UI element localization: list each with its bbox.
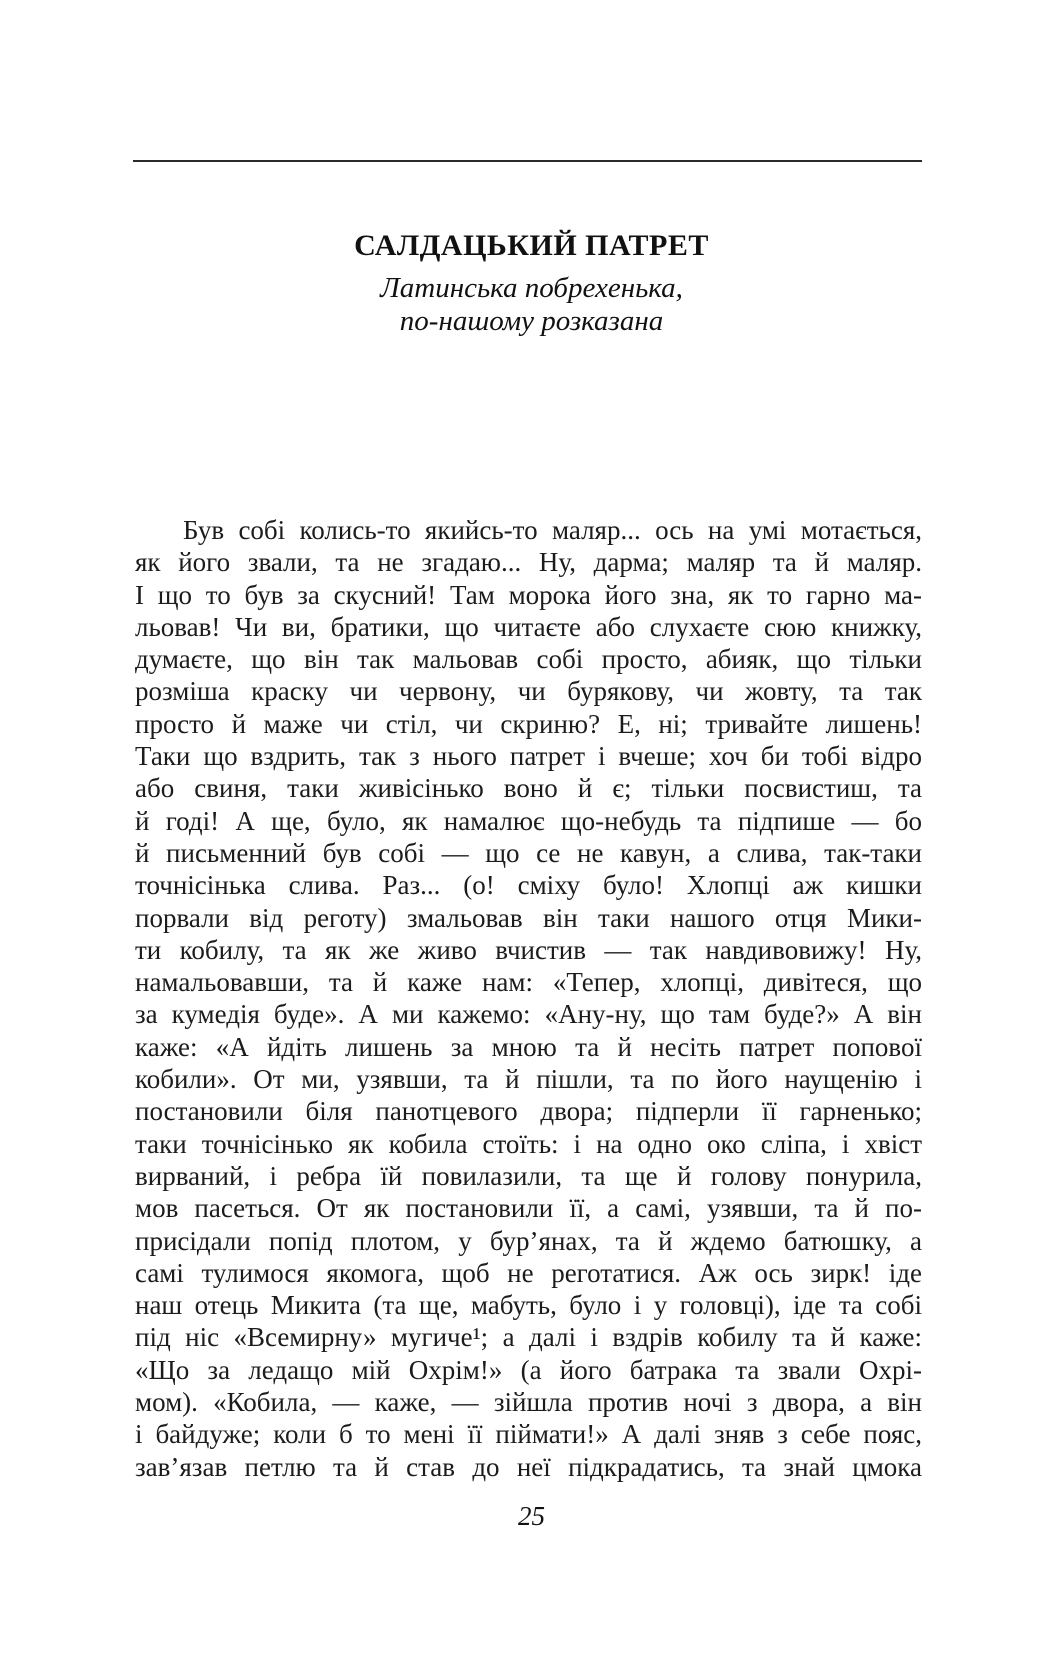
body-line: порвали від реготу) змальовав він таки нашого отця Мики- (135, 902, 922, 933)
chapter-subtitle-line-1: Латинська побрехенька, (380, 272, 683, 304)
body-line: й годі! А ще, було, як намалює що-небудь та підпише — бо (135, 805, 922, 836)
body-line: наш отець Микита (та ще, мабуть, було і у головці), іде та собі (135, 1290, 922, 1321)
chapter-title: САЛДАЦЬКИЙ ПАТРЕТ (354, 229, 709, 262)
body-line: за кумедія буде». А ми кажемо: «Ану-ну, що там буде?» А він (135, 999, 922, 1030)
page-number: 25 (518, 1501, 545, 1531)
body-line: під ніс «Всемирну» мугиче¹; а далі і вздрів кобилу та й каже: (135, 1322, 922, 1353)
body-line: мов пасеться. От як постановили її, а самі, узявши, та й по- (135, 1193, 922, 1224)
body-line: розміша краску чи червону, чи бурякову, чи жовту, та так (135, 676, 922, 707)
body-line: як його звали, та не згадаю... Ну, дарма; маляр та й маляр. (135, 547, 922, 578)
body-line: зав’язав петлю та й став до неї підкрадатись, та знай цмока (135, 1451, 922, 1482)
body-line: й письменний був собі — що се не кавун, а слива, так-таки (135, 837, 922, 868)
body-line: вирваний, і ребра їй повилазили, та ще й голову понурила, (135, 1160, 922, 1191)
body-line: постановили біля панотцевого двора; підперли її гарненько; (135, 1096, 922, 1127)
body-line: самі тулимося якомога, щоб не реготатися. Аж ось зирк! іде (135, 1257, 922, 1288)
body-line: і байдуже; коли б то мені її піймати!» А далі зняв з себе пояс, (135, 1419, 922, 1450)
body-text (135, 514, 922, 1483)
body-line: мом). «Кобила, — каже, — зійшла против ночі з двора, а він (135, 1387, 922, 1418)
body-line: льовав! Чи ви, братики, що читаєте або слухаєте сюю книжку, (135, 611, 922, 642)
body-line: присідали попід плотом, у бур’янах, та й ждемо батюшку, а (135, 1225, 922, 1256)
body-line: «Що за ледащо мій Охрім!» (а його батрака та звали Охрі- (135, 1354, 922, 1385)
body-line: ти кобилу, та як же живо вчистив — так навдивовижу! Ну, (135, 934, 922, 965)
chapter-divider-rule (133, 160, 922, 162)
body-line: каже: «А йдіть лишень за мною та й несіть патрет попової (135, 1031, 922, 1062)
body-line: кобили». От ми, узявши, та й пішли, та по його наущенію і (135, 1064, 922, 1095)
body-line: думаєте, що він так мальовав собі просто, абияк, що тільки (135, 644, 922, 675)
body-line: І що то був за скусний! Там морока його зна, як то гарно ма- (135, 579, 922, 610)
body-line: таки точнісінько як кобила стоїть: і на одно око сліпа, і хвіст (135, 1128, 922, 1159)
body-line: або свиня, таки живісінько воно й є; тільки посвистиш, та (135, 773, 922, 804)
body-line: Був собі колись-то якийсь-то маляр... ось на умі мотається, (183, 515, 922, 545)
body-line: намальовавши, та й каже нам: «Тепер, хлопці, дивітеся, що (135, 967, 922, 998)
body-line: точнісінька слива. Раз... (о! сміху було! Хлопці аж кишки (135, 870, 922, 901)
body-line: просто й маже чи стіл, чи скриню? Е, ні; тривайте лишень! (135, 708, 922, 739)
chapter-subtitle (0, 272, 1063, 338)
chapter-subtitle-line-2: по-нашому розказана (399, 305, 664, 337)
body-line: Таки що вздрить, так з нього патрет і вчеше; хоч би тобі відро (135, 741, 922, 772)
